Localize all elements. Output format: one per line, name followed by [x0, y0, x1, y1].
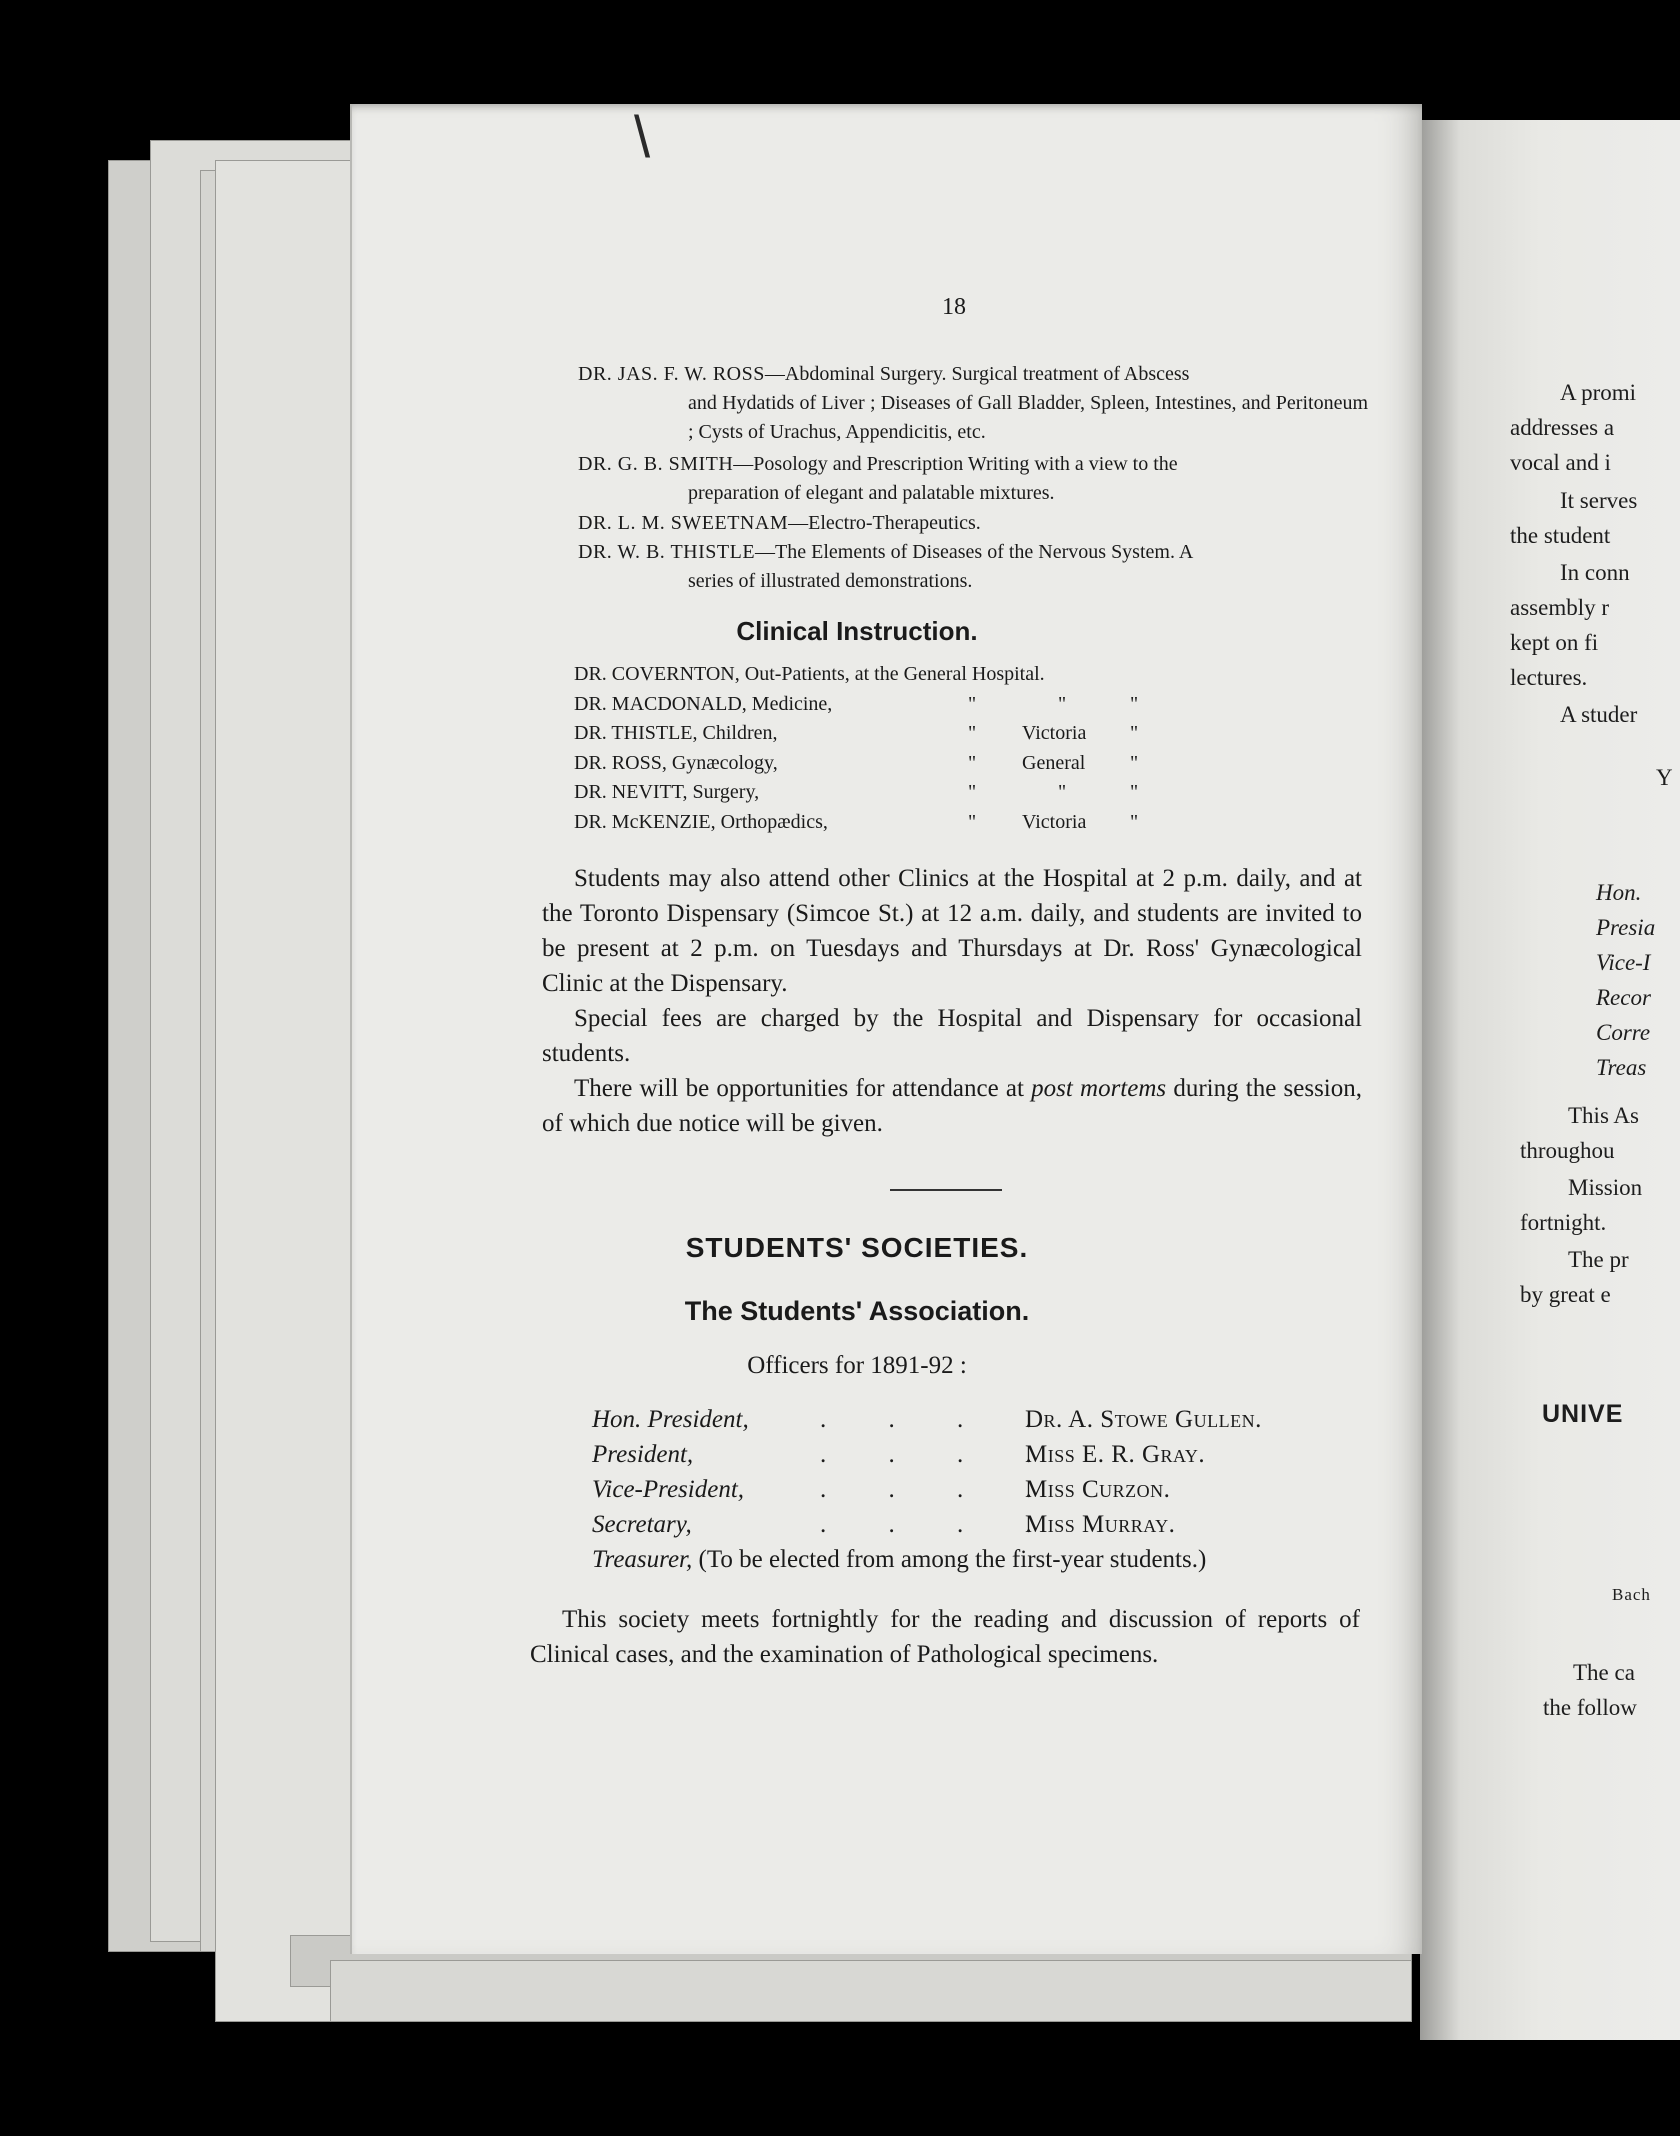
officer-holder: Dr. A. Stowe Gullen. — [1025, 1406, 1262, 1433]
clinical-place: General — [1022, 751, 1086, 774]
ditto-mark: " — [968, 781, 977, 803]
paragraph-text: during the session, of which due notice will be given. — [542, 1075, 1362, 1137]
clinical-instruction-heading: Clinical Instruction. — [736, 616, 978, 646]
bottom-page-edge — [330, 1960, 1412, 2022]
paragraph-text: There will be opportunities for attendance at — [574, 1075, 1032, 1102]
officer-holder: Miss Curzon. — [1025, 1476, 1171, 1503]
page-number: 18 — [942, 294, 966, 320]
facing-line: Corre — [1596, 1020, 1651, 1045]
lecturer-subject: —Abdominal Surgery. Surgical treatment of Abscess — [764, 363, 1190, 385]
facing-line: Presia — [1596, 915, 1656, 940]
clinical-doctor: DR. THISTLE, Children, — [574, 722, 778, 744]
leader-dots: . . . . — [820, 1476, 1060, 1503]
clinical-place: Victoria — [1022, 722, 1087, 744]
clinical-place: " — [1058, 692, 1067, 715]
main-page — [350, 104, 1422, 1954]
lecturer-entry — [578, 509, 1368, 538]
clinical-doctor: DR. ROSS, Gynæcology, — [574, 751, 778, 774]
stray-pen-mark: \ — [634, 105, 651, 170]
lecturer-entry — [578, 360, 1368, 447]
lecturer-subject: —Electro-Therapeutics. — [788, 512, 981, 534]
officer-holder: Miss E. R. Gray. — [1025, 1441, 1206, 1468]
officer-role: Secretary, — [592, 1511, 692, 1538]
facing-heading: UNIVE — [1542, 1400, 1624, 1428]
lecturer-name: DR. L. M. SWEETNAM — [578, 512, 789, 534]
facing-page — [1420, 120, 1680, 2040]
paragraph-text: Students may also attend other Clinics at the Hospital at 2 p.m. daily, and at the Toronto Dispensary (Simcoe St.) at 12 a.m. daily, and students are invited to be present at 2 p.m. on Tuesdays and Thursdays at Dr. Ross' Gynæcological Clinic at the Dispensary. — [542, 865, 1362, 997]
ditto-mark: " — [1130, 810, 1139, 833]
leader-dots: . . . . — [820, 1511, 1060, 1538]
paragraph-text: This society meets fortnightly for the reading and discussion of reports of Clinical cases, and the examination of Pathological specimens. — [530, 1606, 1360, 1668]
lecturer-name: DR. G. B. SMITH — [578, 453, 734, 475]
ditto-mark: " — [968, 692, 977, 715]
clinics-paragraph — [542, 861, 1362, 1001]
clinical-doctor: DR. MACDONALD, Medicine, — [574, 692, 833, 715]
facing-line: the follow — [1543, 1695, 1637, 1720]
facing-line: In conn — [1560, 560, 1630, 585]
facing-line: addresses a — [1510, 415, 1615, 440]
facing-line: lectures. — [1510, 665, 1588, 690]
facing-line: This As — [1568, 1103, 1639, 1128]
facing-line: Treas — [1596, 1055, 1647, 1080]
clinical-place: " — [1058, 781, 1067, 803]
facing-line: Y — [1656, 765, 1673, 790]
fees-paragraph — [542, 1001, 1362, 1071]
section-divider — [890, 1189, 1002, 1191]
paragraph-italic: post mortems — [1031, 1075, 1167, 1102]
lecturer-subject: —Posology and Prescription Writing with a view to the — [733, 453, 1178, 475]
lecturer-name: DR. W. B. THISTLE — [578, 541, 756, 563]
facing-line: fortnight. — [1520, 1210, 1607, 1235]
clinical-place: Victoria — [1022, 810, 1087, 833]
facing-line: It serves — [1560, 488, 1638, 513]
facing-line: by great e — [1520, 1282, 1611, 1307]
leader-dots: . . . . — [820, 1406, 1060, 1433]
lecturer-subject-cont: preparation of elegant and palatable mixtures. — [688, 482, 1055, 504]
officers-subheading: Officers for 1891-92 : — [747, 1352, 967, 1379]
facing-line: The ca — [1573, 1660, 1635, 1685]
facing-line: the student — [1510, 523, 1611, 548]
ditto-mark: " — [968, 810, 977, 833]
lecturer-subject-cont: and Hydatids of Liver ; Diseases of Gall Bladder, Spleen, Intestines, and Peritoneum ; Cysts of Urachus, Appendicitis, etc. — [688, 392, 1368, 443]
facing-line: vocal and i — [1510, 450, 1611, 475]
treasurer-note: (To be elected from among the first-year students.) — [692, 1546, 1207, 1573]
ditto-mark: " — [1130, 722, 1139, 744]
facing-line: A studer — [1560, 702, 1638, 727]
facing-line: Bach — [1612, 1585, 1651, 1604]
ditto-mark: " — [968, 751, 977, 774]
leader-dots: . . . . — [820, 1441, 1060, 1468]
officer-holder: Miss Murray. — [1025, 1511, 1176, 1538]
society-description-paragraph — [530, 1602, 1360, 1672]
officer-role: President, — [592, 1441, 694, 1468]
students-association-heading: The Students' Association. — [684, 1296, 1030, 1326]
ditto-mark: " — [1130, 751, 1139, 774]
clinical-doctor: DR. McKENZIE, Orthopædics, — [574, 810, 828, 833]
officer-role: Vice-President, — [592, 1476, 745, 1503]
facing-line: A promi — [1560, 380, 1637, 405]
facing-line: throughou — [1520, 1138, 1615, 1163]
facing-line: kept on fi — [1510, 630, 1599, 655]
ditto-mark: " — [1130, 692, 1139, 715]
facing-line: assembly r — [1510, 595, 1610, 620]
ditto-mark: " — [1130, 781, 1139, 803]
facing-line: Hon. — [1596, 880, 1642, 905]
lecturer-name: DR. JAS. F. W. ROSS — [578, 363, 765, 385]
officer-role: Treasurer, — [592, 1546, 693, 1573]
post-mortems-paragraph — [542, 1071, 1362, 1141]
facing-line: Vice-I — [1596, 950, 1651, 975]
facing-line: The pr — [1568, 1247, 1629, 1272]
clinical-doctor: DR. NEVITT, Surgery, — [574, 781, 760, 803]
lecturer-subject-cont: series of illustrated demonstrations. — [688, 570, 973, 592]
clinical-doctor: DR. COVERNTON, Out-Patients, at the General Hospital. — [574, 663, 1045, 685]
lecturer-subject: —The Elements of Diseases of the Nervous System. A — [755, 541, 1194, 563]
ditto-mark: " — [968, 722, 977, 744]
students-societies-heading: STUDENTS' SOCIETIES. — [685, 1232, 1029, 1263]
lecturer-entry — [578, 538, 1368, 596]
facing-line: Recor — [1596, 985, 1651, 1010]
paragraph-text: Special fees are charged by the Hospital and Dispensary for occasional students. — [542, 1005, 1362, 1067]
officer-role: Hon. President, — [592, 1406, 749, 1433]
facing-line: Mission — [1568, 1175, 1643, 1200]
lecturer-entry — [578, 450, 1368, 508]
